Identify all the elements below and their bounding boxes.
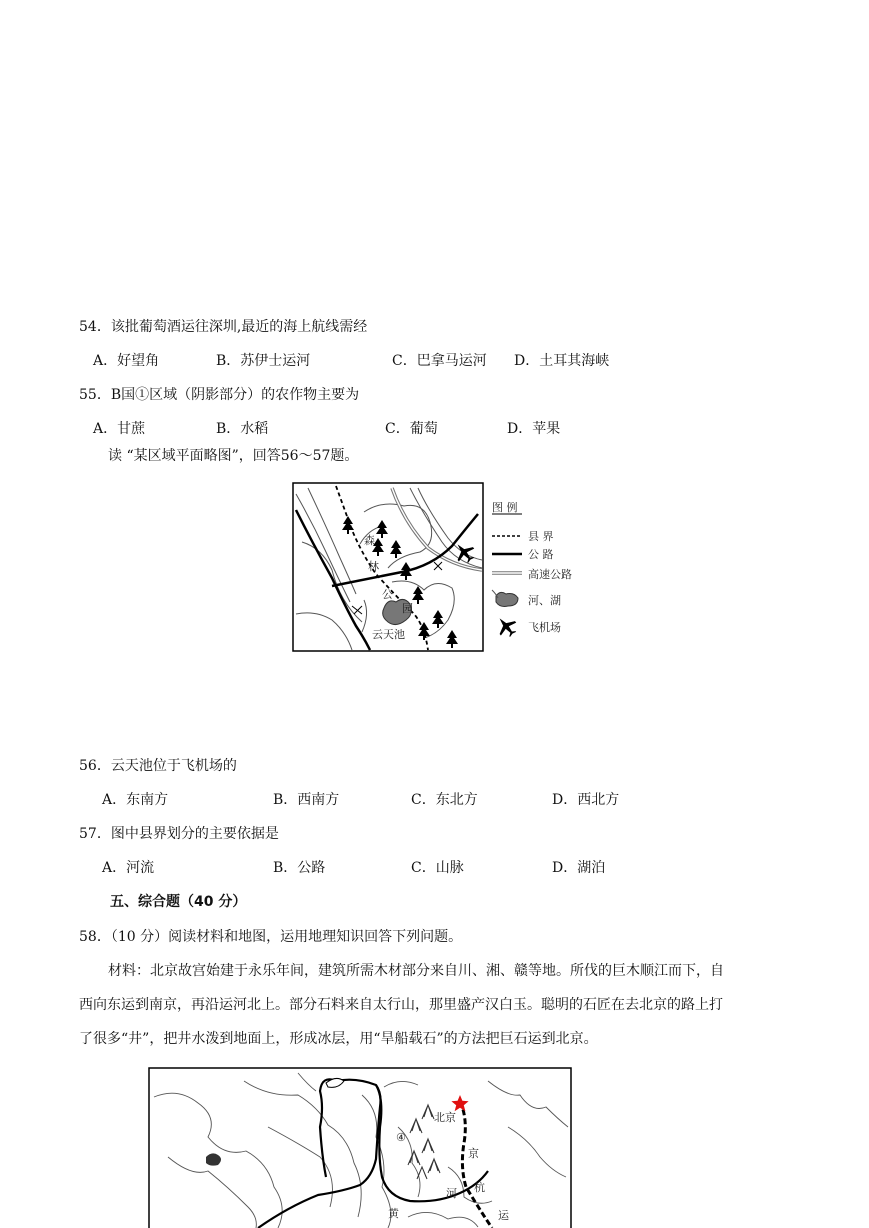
river-label-1: 河 xyxy=(446,1187,457,1200)
map-legend xyxy=(492,500,572,641)
q58-material-line-1: 材料：北京故宫始建于永乐年间，建筑所需木材部分来自川、湘、赣等地。所伐的巨木顺江而下，自 xyxy=(108,963,724,979)
q58-material-line-3: 了很多“井”，把井水泼到地面上，形成冰层，用“旱船载石”的方法把巨石运到北京。 xyxy=(79,1031,598,1047)
park-label-2: 园 xyxy=(402,602,413,615)
legend-airport: 飞机场 xyxy=(528,621,561,634)
q56-option-d: D．西北方 xyxy=(552,792,620,808)
legend-title: 图 例 xyxy=(492,501,518,514)
q55-option-a: A．甘蔗 xyxy=(93,421,146,437)
q54-option-b: B．苏伊士运河 xyxy=(216,353,311,369)
canal-label-3: 运 xyxy=(498,1209,509,1222)
q58-material-line-2: 西向东运到南京，再沿运河北上。部分石料来自太行山，那里盛产汉白玉。聪明的石匠在去北京的路上打 xyxy=(79,997,723,1013)
q56-option-a: A．东南方 xyxy=(102,792,169,808)
q57-option-c: C．山脉 xyxy=(411,860,464,876)
q55-stem: 55．B国①区域（阴影部分）的农作物主要为 xyxy=(79,387,360,403)
river-label-2: 黄 xyxy=(388,1207,399,1220)
q57-stem: 57．图中县界划分的主要依据是 xyxy=(79,826,279,842)
q55-option-c: C．葡萄 xyxy=(385,421,438,437)
legend-river-lake: 河、湖 xyxy=(528,594,561,607)
canal-label-2: 杭 xyxy=(474,1181,485,1194)
china-map xyxy=(148,1067,574,1228)
q55-option-d: D．苹果 xyxy=(507,421,561,437)
read-prompt: 读 “某区域平面略图”，回答56～57题。 xyxy=(108,448,359,464)
canal-label-1: 京 xyxy=(468,1147,479,1160)
section-5-heading: 五、综合题（40 分） xyxy=(110,894,247,910)
legend-county-border: 县 界 xyxy=(528,530,554,543)
q57-option-a: A．河流 xyxy=(102,860,155,876)
lake-label: 云天池 xyxy=(372,628,405,641)
forest-label-2: 林 xyxy=(368,560,379,573)
q54-option-c: C．巴拿马运河 xyxy=(392,353,487,369)
q54-stem: 54．该批葡萄酒运往深圳,最近的海上航线需经 xyxy=(79,319,368,335)
q56-stem: 56．云天池位于飞机场的 xyxy=(79,758,237,774)
china-map-frame xyxy=(149,1068,571,1228)
regional-sketch-map xyxy=(292,482,582,654)
q58-stem: 58．（10 分）阅读材料和地图，运用地理知识回答下列问题。 xyxy=(79,929,463,945)
q54-option-a: A．好望角 xyxy=(93,353,160,369)
legend-road: 公 路 xyxy=(528,548,554,561)
legend-highway: 高速公路 xyxy=(528,568,572,581)
forest-label-1: 森 xyxy=(364,534,375,547)
q57-option-b: B．公路 xyxy=(273,860,326,876)
q56-option-c: C．东北方 xyxy=(411,792,478,808)
legend-river-lake-symbol xyxy=(496,592,518,606)
q55-option-b: B．水稻 xyxy=(216,421,269,437)
park-label-1: 公 xyxy=(382,588,393,601)
legend-airport-icon xyxy=(492,612,521,641)
beijing-label: 北京 xyxy=(434,1111,456,1124)
q54-option-d: D．土耳其海峡 xyxy=(514,353,610,369)
region-4-label: ④ xyxy=(396,1131,406,1144)
map-frame xyxy=(293,483,483,651)
q56-option-b: B．西南方 xyxy=(273,792,340,808)
q57-option-d: D．湖泊 xyxy=(552,860,606,876)
